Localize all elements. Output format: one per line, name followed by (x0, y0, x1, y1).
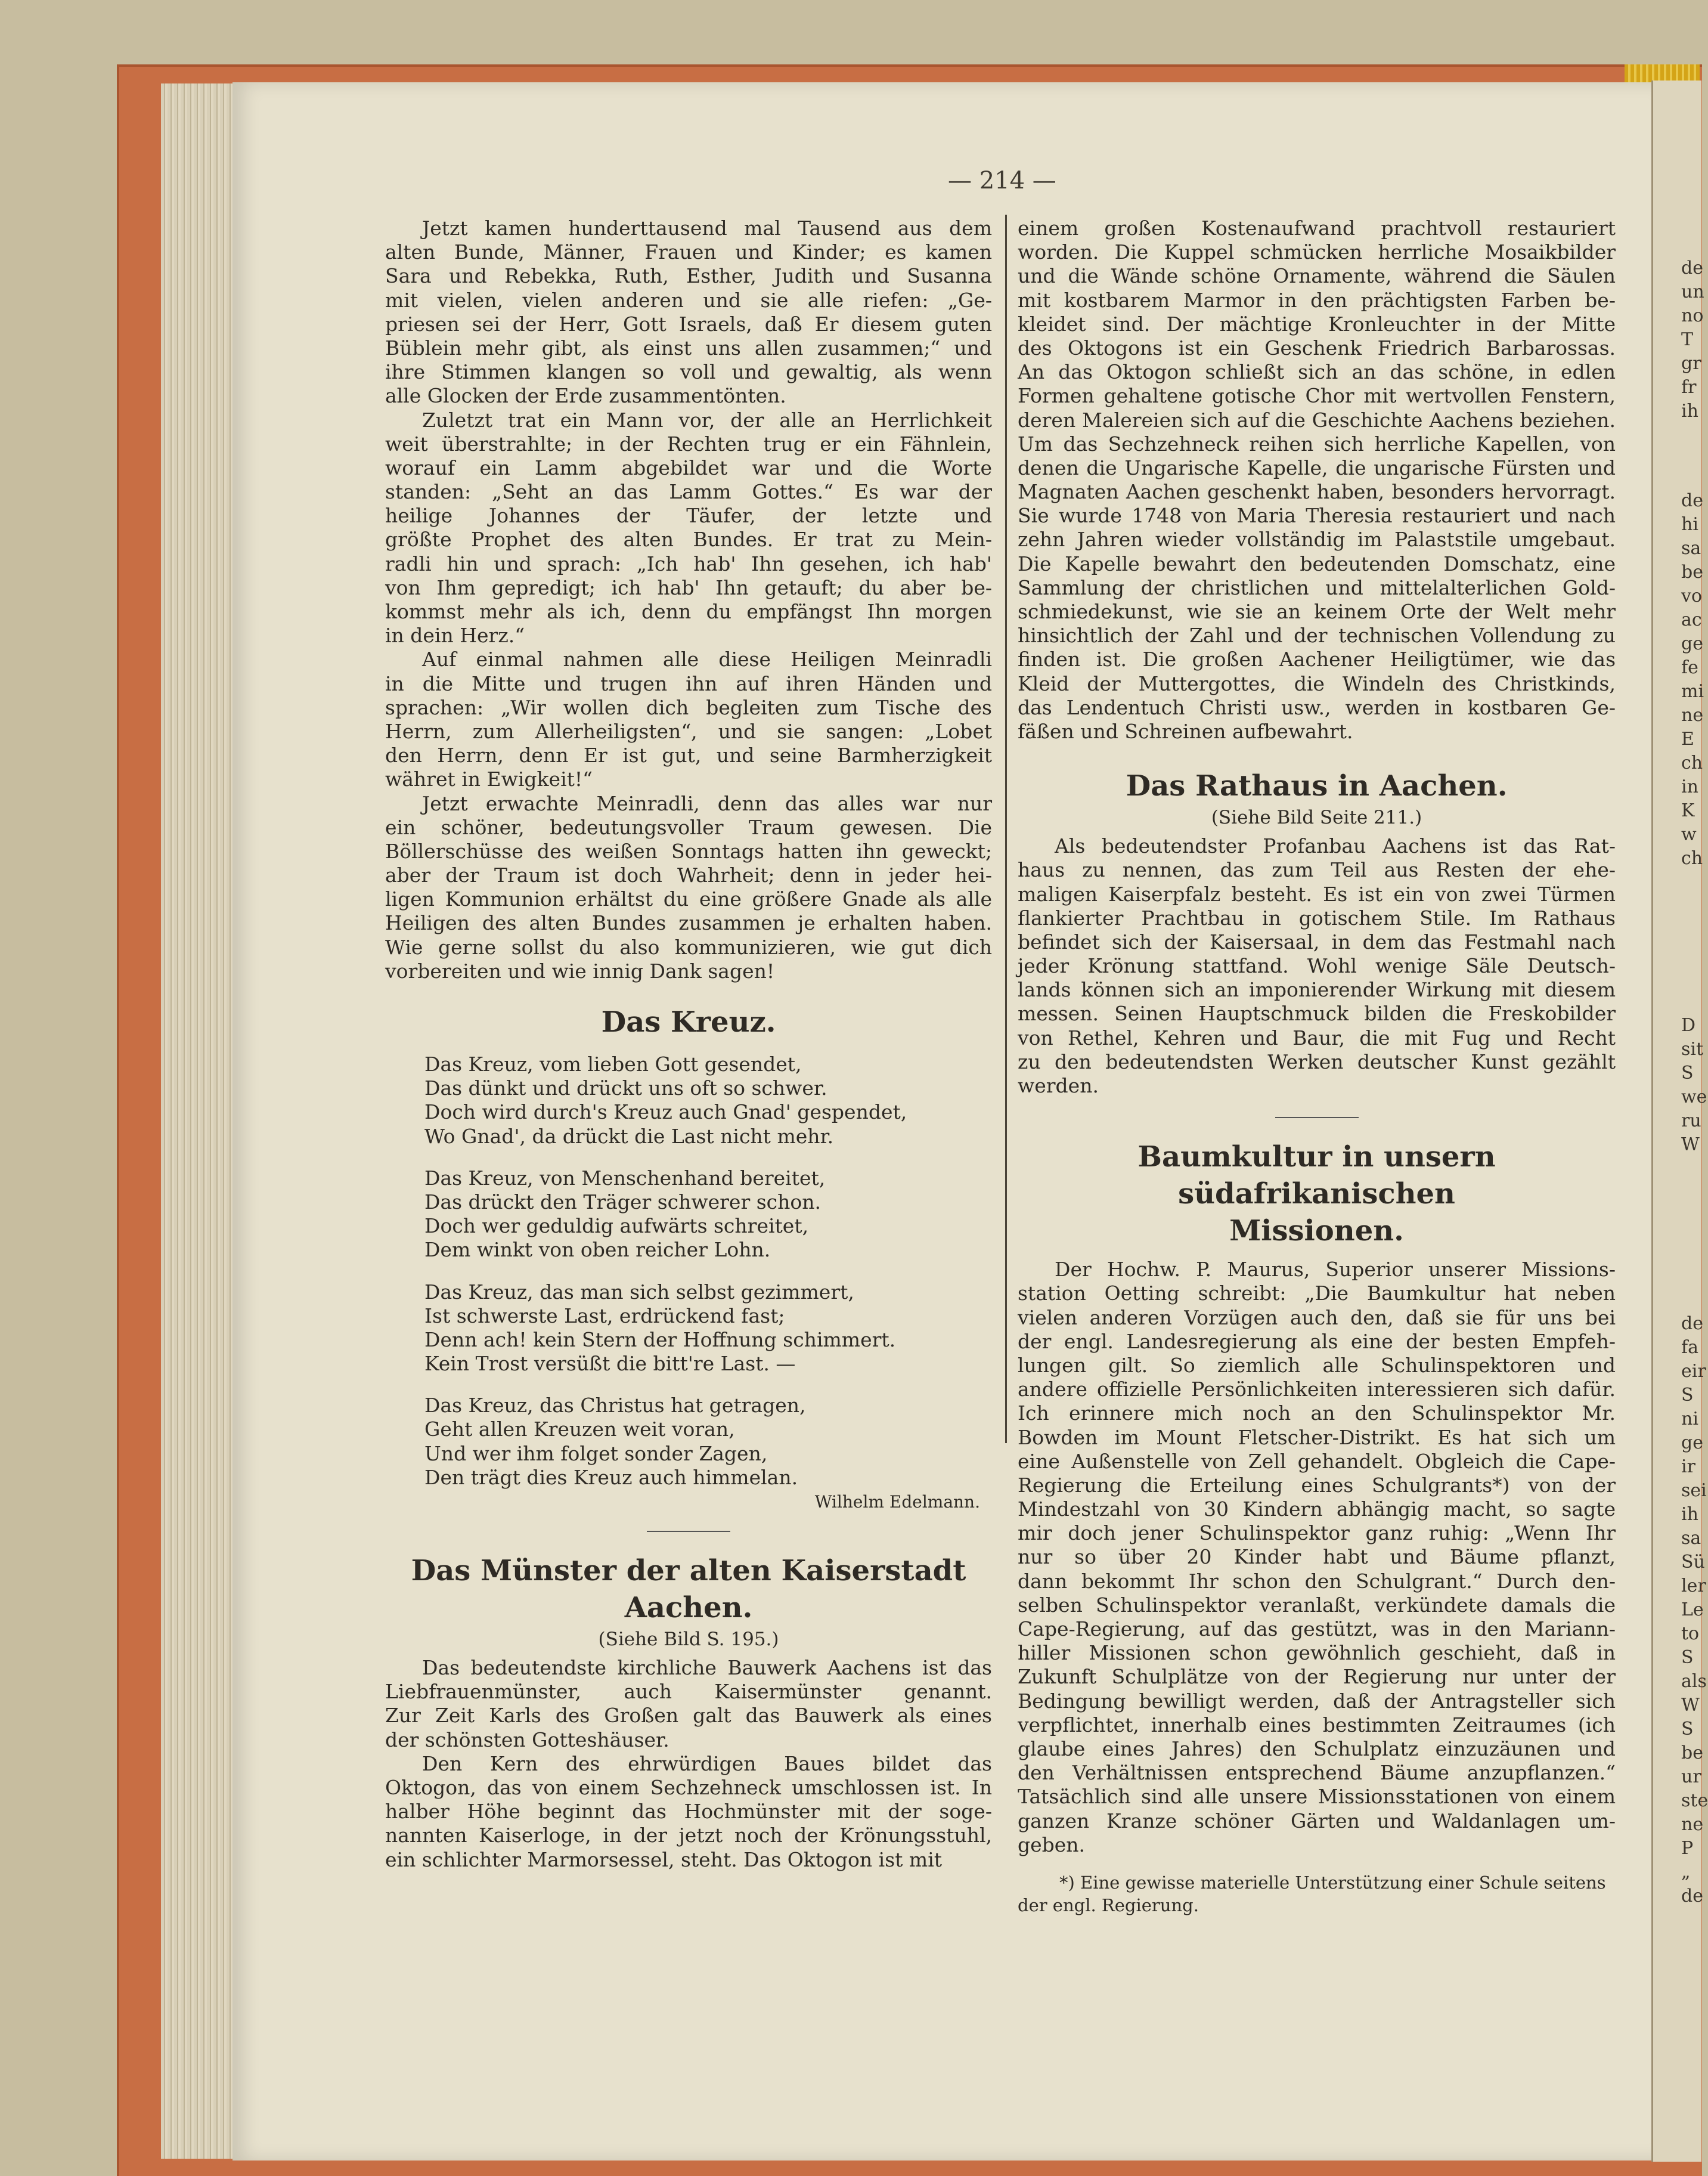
text-line: Böllerschüsse des weißen Sonntags hatten ihn geweckt; (385, 839, 992, 863)
text-line: alten Bunde, Männer, Frauen und Kinder; es kamen (385, 240, 992, 264)
text-line: alle Glocken der Erde zusammentönten. (385, 384, 786, 408)
fragment: „ (1681, 1862, 1691, 1883)
fragment: sa (1681, 1528, 1701, 1549)
poem-line: Dem winkt von oben reicher Lohn. (424, 1238, 771, 1262)
text-line: einem großen Kostenaufwand prachtvoll restauriert (1018, 216, 1616, 240)
text-line: befindet sich der Kaisersaal, in dem das Festmahl nach (1018, 930, 1616, 954)
text-line: Als bedeutendster Profanbau Aachens ist das Rat- (1055, 834, 1616, 858)
text-line: Sara und Rebekka, Ruth, Esther, Judith und Susanna (385, 264, 992, 288)
text-line: Regierung die Erteilung eines Schulgrants*) von der (1018, 1473, 1616, 1497)
stanza-gap (385, 1149, 992, 1166)
fragment: sei (1681, 1480, 1707, 1501)
fragment: S (1681, 1719, 1694, 1739)
stanza-gap (385, 1376, 992, 1394)
fragment: fr (1681, 377, 1697, 398)
text-line: verpflichtet, innerhalb eines bestimmten Zeitraumes (ich (1018, 1713, 1616, 1737)
fragment: ler (1681, 1575, 1706, 1596)
footnote-line-1: *) Eine gewisse materielle Unterstützung einer Schule seitens (1059, 1872, 1606, 1893)
text-line: des Oktogons ist ein Geschenk Friedrich Barbarossas. (1018, 336, 1616, 360)
left-column (385, 216, 992, 1872)
right-column (1018, 216, 1616, 1917)
baumkultur-text (1018, 1258, 1616, 1857)
text-line: aber der Traum ist doch Wahrheit; denn in jeder hei- (385, 863, 992, 887)
poem-line: Doch wer geduldig aufwärts schreitet, (424, 1214, 809, 1238)
text-line: Oktogon, das von einem Sechzehneck umschlossen ist. In (385, 1775, 992, 1799)
poem-line: Das dünkt und drückt uns oft so schwer. (424, 1076, 827, 1100)
text-line: von Ihm gepredigt; ich hab' Ihn getauft; du aber be- (385, 575, 992, 599)
text-line: nur so über 20 Kinder habt und Bäume pflanzt, (1018, 1545, 1616, 1569)
text-line: halber Höhe beginnt das Hochmünster mit der soge- (385, 1800, 992, 1824)
text-line: Die Kapelle bewahrt den bedeutenden Domschatz, eine (1018, 552, 1616, 575)
baumkultur-heading-line-2: Missionen. (1229, 1214, 1404, 1248)
fragment: ch (1681, 753, 1703, 773)
text-line: Den Kern des ehrwürdigen Baues bildet das (422, 1751, 992, 1775)
fragment: S (1681, 1647, 1694, 1668)
text-line: andere offizielle Persönlichkeiten interessieren sich dafür. (1018, 1378, 1616, 1401)
poem-line: Geht allen Kreuzen weit voran, (424, 1417, 735, 1441)
poem-line: Kein Trost versüßt die bitt're Last. — (424, 1352, 796, 1376)
text-line: Tatsächlich sind alle unsere Missionsstationen von einem (1018, 1785, 1616, 1809)
text-line: und die Wände schöne Ornamente, während die Säulen (1018, 264, 1616, 288)
text-line: den Verhältnissen entsprechend Bäume anzupflanzen.“ (1018, 1761, 1616, 1785)
fragment: w (1681, 824, 1697, 845)
fragment: de (1681, 1886, 1703, 1906)
muenster-continued-text (1018, 216, 1616, 744)
fragment: ur (1681, 1766, 1701, 1787)
text-line: finden ist. Die großen Aachener Heiligtümer, wie das (1018, 648, 1616, 671)
text-line: Cape-Regierung, auf das gestützt, was in den Mariann- (1018, 1617, 1616, 1640)
text-line: Bedingung bewilligt werden, daß der Antragsteller sich (1018, 1689, 1616, 1713)
fragment: S (1681, 1063, 1694, 1084)
poem-line: Das Kreuz, das man sich selbst gezimmert, (424, 1280, 854, 1304)
text-line: der engl. Landesregierung als eine der besten Empfeh- (1018, 1329, 1616, 1353)
text-line: haus zu nennen, das zum Teil aus Resten der ehe- (1018, 858, 1616, 882)
fragment: ch (1681, 848, 1703, 869)
next-page-fragments-b (1681, 489, 1704, 871)
kreuz-poem (385, 1053, 992, 1490)
text-line: Liebfrauenmünster, auch Kaisermünster genannt. (385, 1680, 992, 1704)
text-line: lungen gilt. So ziemlich alle Schulinspektoren und (1018, 1353, 1616, 1377)
text-line: hiller Missionen schon gewöhnlich geschieht, daß in (1018, 1641, 1616, 1665)
text-line: in die Mitte und trugen ihn auf ihren Händen und (385, 671, 992, 695)
fragment: ir (1681, 1456, 1695, 1477)
column-rule (1005, 215, 1007, 1443)
fragment: P (1681, 1838, 1694, 1859)
text-line: fäßen und Schreinen aufbewahrt. (1018, 719, 1353, 743)
text-line: Auf einmal nahmen alle diese Heiligen Meinradli (422, 648, 992, 671)
text-line: Der Hochw. P. Maurus, Superior unserer Missions- (1055, 1258, 1616, 1282)
text-line: ihre Stimmen klangen so voll und gewaltig, als wenn (385, 360, 992, 384)
muenster-figure-reference: (Siehe Bild S. 195.) (598, 1629, 779, 1650)
text-line: Büblein mehr gibt, als einst uns allen zusammen;“ und (385, 336, 992, 360)
meinradli-story-text (385, 216, 992, 983)
poem-author: Wilhelm Edelmann. (814, 1492, 980, 1512)
text-line: mit kostbarem Marmor in den prächtigsten Farben be- (1018, 288, 1616, 312)
poem-line: Das Kreuz, das Christus hat getragen, (424, 1394, 806, 1417)
fragment: ge (1681, 633, 1703, 654)
separator (1275, 1117, 1359, 1118)
text-line: mir doch jener Schulinspektor ganz ruhig: „Wenn Ihr (1018, 1521, 1616, 1545)
poem-line: Und wer ihm folget sonder Zagen, (424, 1441, 768, 1465)
fragment: T (1681, 329, 1694, 350)
text-line: Mindestzahl von 30 Kindern abhängig macht, so sagte (1018, 1497, 1616, 1521)
poem-line: Denn ach! kein Stern der Hoffnung schimmert. (424, 1327, 896, 1351)
footnote-line-2: der engl. Regierung. (1018, 1895, 1199, 1915)
text-line: Ich erinnere mich noch an den Schulinspektor Mr. (1018, 1401, 1616, 1425)
text-line: maligen Kaiserpfalz besteht. Es ist ein von zwei Türmen (1018, 882, 1616, 906)
text-line: zehn Jahren wieder vollständig im Palaststile umgebaut. (1018, 528, 1616, 552)
fragment: als (1681, 1671, 1707, 1692)
text-line: Magnaten Aachen geschenkt haben, besonders hervorragt. (1018, 480, 1616, 504)
fragment: de (1681, 258, 1703, 278)
text-line: Sie wurde 1748 von Maria Theresia restauriert und nach (1018, 504, 1616, 528)
rathaus-figure-reference: (Siehe Bild Seite 211.) (1211, 807, 1422, 829)
baumkultur-heading-line-1: Baumkultur in unsern südafrikanischen (1137, 1140, 1496, 1211)
text-line: der schönsten Gotteshäuser. (385, 1728, 669, 1751)
fragment: W (1681, 1134, 1700, 1155)
text-line: werden. (1018, 1074, 1099, 1097)
text-line: Heiligen des alten Bundes zusammen je erhalten haben. (385, 911, 992, 935)
next-page-fragments-a (1681, 256, 1704, 423)
text-line: kleidet sind. Der mächtige Kronleuchter in der Mitte (1018, 312, 1616, 336)
poem-line: Ist schwerste Last, erdrückend fast; (424, 1304, 785, 1327)
fragment: ih (1681, 401, 1698, 422)
fragment: ni (1681, 1409, 1698, 1429)
text-line: Zuletzt trat ein Mann vor, der alle an Herrlichkeit (422, 408, 992, 432)
text-line: radli hin und sprach: „Ich hab' Ihn gesehen, ich hab' (385, 552, 992, 575)
text-line: ein schöner, bedeutungsvoller Traum gewesen. Die (385, 815, 992, 839)
text-line: hinsichtlich der Zahl und der technischen Vollendung zu (1018, 624, 1616, 648)
fragment: in (1681, 776, 1698, 797)
text-line: Sammlung der christlichen und mittelalterlichen Gold- (1018, 575, 1616, 599)
text-line: geben. (1018, 1833, 1086, 1856)
fragment: ih (1681, 1504, 1698, 1525)
fragment: K (1681, 800, 1695, 821)
poem-line: Das drückt den Träger schwerer schon. (424, 1190, 822, 1214)
text-line: Herrn, zum Allerheiligsten“, und sie sangen: „Lobet (385, 719, 992, 743)
text-line: weit überstrahlte; in der Rechten trug er ein Fähnlein, (385, 432, 992, 456)
text-line: Jetzt erwachte Meinradli, denn das alles war nur (422, 791, 992, 815)
text-line: jeder Krönung stattfand. Wohl wenige Säle Deutsch- (1018, 954, 1616, 978)
rathaus-heading: Das Rathaus in Aachen. (1126, 769, 1508, 803)
fragment: eir (1681, 1361, 1706, 1382)
text-line: nannten Kaiserloge, in der jetzt noch der Krönungsstuhl, (385, 1824, 992, 1847)
text-line: heilige Johannes der Täufer, der letzte und (385, 504, 992, 528)
text-line: selben Schulinspektor veranlaßt, verkündete damals die (1018, 1593, 1616, 1617)
fragment: de (1681, 1313, 1703, 1334)
text-line: das Lendentuch Christi usw., werden in kostbaren Ge- (1018, 695, 1616, 719)
poem-line: Das Kreuz, von Menschenhand bereitet, (424, 1166, 826, 1190)
fragment: fa (1681, 1337, 1698, 1358)
fragment: E (1681, 729, 1694, 750)
text-line: priesen sei der Herr, Gott Israels, daß Er diesem guten (385, 312, 992, 336)
text-line: worden. Die Kuppel schmücken herrliche Mosaikbilder (1018, 240, 1616, 264)
next-page-fragments-d (1681, 1312, 1708, 1908)
text-line: lands können sich an imponierender Wirkung mit diesem (1018, 978, 1616, 1002)
text-line: dann bekommt Ihr schon den Schulgrant.“ Durch den- (1018, 1569, 1616, 1593)
poem-line: Wo Gnad', da drückt die Last nicht mehr. (424, 1124, 834, 1148)
text-line: Wie gerne sollst du also kommunizieren, wie gut dich (385, 935, 992, 959)
text-line: ein schlichter Marmorsessel, steht. Das Oktogon ist mit (385, 1847, 943, 1871)
text-line: größte Prophet des alten Bundes. Er trat zu Mein- (385, 528, 992, 552)
fragment: ge (1681, 1432, 1703, 1453)
next-page-fragments-c (1681, 1014, 1707, 1157)
fragment: Le (1681, 1599, 1704, 1620)
text-line: Um das Sechzehneck reihen sich herrliche Kapellen, von (1018, 432, 1616, 456)
text-line: messen. Seinen Hauptschmuck bilden die Freskobilder (1018, 1002, 1616, 1026)
fragment: fe (1681, 657, 1698, 678)
fragment: mi (1681, 681, 1704, 702)
text-line: worauf ein Lamm abgebildet war und die Worte (385, 456, 992, 479)
fragment: no (1681, 305, 1704, 326)
text-line: schmiedekunst, wie sie an keinem Orte der Welt mehr (1018, 600, 1616, 623)
muenster-heading: Das Münster der alten Kaiserstadt Aachen. (411, 1554, 966, 1624)
fragment: vo (1681, 586, 1703, 606)
poem-line: Den trägt dies Kreuz auch himmelan. (424, 1465, 798, 1489)
fragment: to (1681, 1623, 1700, 1644)
fragment: ne (1681, 705, 1704, 726)
poem-line: Doch wird durch's Kreuz auch Gnad' gespendet, (424, 1100, 907, 1124)
fragment: gr (1681, 353, 1701, 374)
text-line: zu den bedeutendsten Werken deutscher Kunst gezählt (1018, 1050, 1616, 1073)
text-line: den Herrn, denn Er ist gut, und seine Barmherzigkeit (385, 744, 992, 767)
text-line: Zur Zeit Karls des Großen galt das Bauwerk als eines (385, 1704, 992, 1728)
fragment: sa (1681, 538, 1701, 559)
stanza-gap (385, 1262, 992, 1280)
text-line: eine Außenstelle von Zell gehandelt. Obgleich die Cape- (1018, 1449, 1616, 1473)
text-line: sprachen: „Wir wollen dich begleiten zum Tische des (385, 695, 992, 719)
text-line: Zukunft Schulplätze von der Regierung nur unter der (1018, 1665, 1616, 1689)
fragment: S (1681, 1385, 1694, 1406)
fragment: ac (1681, 609, 1702, 630)
text-line: glaube eines Jahres) den Schulplatz einzuzäunen und (1018, 1737, 1616, 1760)
text-line: kommst mehr als ich, denn du empfängst Ihn morgen (385, 600, 992, 623)
text-line: Kleid der Muttergottes, die Windeln des Christkinds, (1018, 671, 1616, 695)
page-number: — 214 — (948, 167, 1056, 194)
text-line: mit vielen, vielen anderen und sie alle riefen: „Ge- (385, 288, 992, 312)
text-line: An das Oktogon schließt sich an das schöne, in edlen (1018, 360, 1616, 384)
text-line: Formen gehaltene gotische Chor mit wertvollen Fenstern, (1018, 384, 1616, 408)
text-line: flankierter Prachtbau in gotischem Stile. Im Rathaus (1018, 906, 1616, 930)
text-line: vorbereiten und wie innig Dank sagen! (385, 959, 775, 983)
fragment: ru (1681, 1110, 1701, 1131)
text-line: Jetzt kamen hunderttausend mal Tausend aus dem (422, 216, 992, 240)
fragment: ste (1681, 1790, 1708, 1811)
rathaus-text (1018, 834, 1616, 1098)
text-line: ligen Kommunion erhältst du eine größere Gnade als alle (385, 887, 992, 911)
separator (647, 1531, 730, 1532)
poem-line: Das Kreuz, vom lieben Gott gesendet, (424, 1053, 802, 1076)
fragment: Sü (1681, 1552, 1705, 1573)
kreuz-heading: Das Kreuz. (601, 1005, 776, 1039)
fragment: hi (1681, 514, 1698, 535)
text-line: vielen anderen Vorzügen auch den, daß sie für uns bei (1018, 1305, 1616, 1329)
text-line: von Rethel, Kehren und Baur, die mit Fug und Recht (1018, 1026, 1616, 1050)
fragment: ne (1681, 1814, 1704, 1835)
fragment: we (1681, 1087, 1707, 1107)
fragment: W (1681, 1695, 1700, 1716)
fragment: un (1681, 281, 1704, 302)
text-line: denen die Ungarische Kapelle, die ungarische Fürsten und (1018, 456, 1616, 479)
text-line: Das bedeutendste kirchliche Bauwerk Aachens ist das (422, 1656, 992, 1679)
fragment: de (1681, 490, 1703, 511)
text-line: standen: „Seht an das Lamm Gottes.“ Es war der (385, 480, 992, 504)
text-line: ganzen Kranze schöner Gärten und Waldanlagen um- (1018, 1809, 1616, 1833)
muenster-text (385, 1656, 992, 1872)
text-line: station Oetting schreibt: „Die Baumkultur hat neben (1018, 1282, 1616, 1305)
text-line: in dein Herz.“ (385, 624, 525, 648)
text-line: Bowden im Mount Fletscher-Distrikt. Es hat sich um (1018, 1425, 1616, 1449)
fragment: be (1681, 1742, 1703, 1763)
text-line: währet in Ewigkeit!“ (385, 767, 593, 791)
fragment: be (1681, 562, 1703, 583)
fragment: sit (1681, 1039, 1704, 1060)
fragment: D (1681, 1015, 1696, 1036)
text-line: deren Malereien sich auf die Geschichte Aachens beziehen. (1018, 408, 1616, 432)
